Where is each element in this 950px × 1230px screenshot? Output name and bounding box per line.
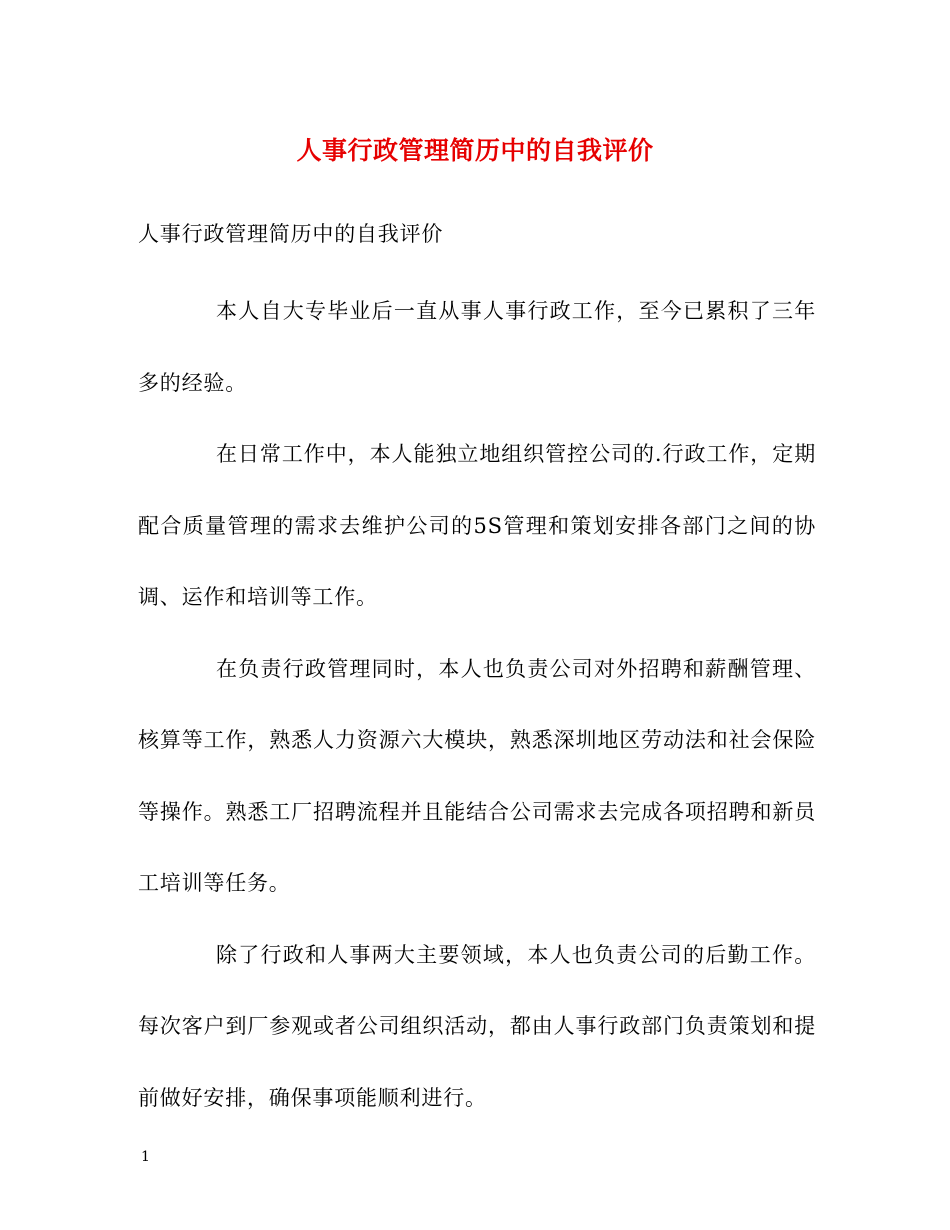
paragraph-1: 本人自大专毕业后一直从事人事行政工作，至今已累积了三年多的经验。 [138,299,816,395]
document-title: 人事行政管理简历中的自我评价 [296,136,654,165]
paragraph-2: 在日常工作中，本人能独立地组织管控公司的.行政工作，定期配合质量管理的需求去维护公司的5S管理和策划安排各部门之间的协调、运作和培训等工作。 [138,442,816,609]
document-body [138,276,816,1134]
paragraph-4: 除了行政和人事两大主要领域，本人也负责公司的后勤工作。每次客户到厂参观或者公司组织活动，都由人事行政部门负责策划和提前做好安排，确保事项能顺利进行。 [138,942,816,1110]
paragraph-3: 在负责行政管理同时，本人也负责公司对外招聘和薪酬管理、核算等工作，熟悉人力资源六大模块，熟悉深圳地区劳动法和社会保险等操作。熟悉工厂招聘流程并且能结合公司需求去完成各项招聘和新员工培训等任务。 [138,656,816,895]
document-subtitle: 人事行政管理简历中的自我评价 [138,222,444,246]
page-number: 1 [141,1149,150,1165]
